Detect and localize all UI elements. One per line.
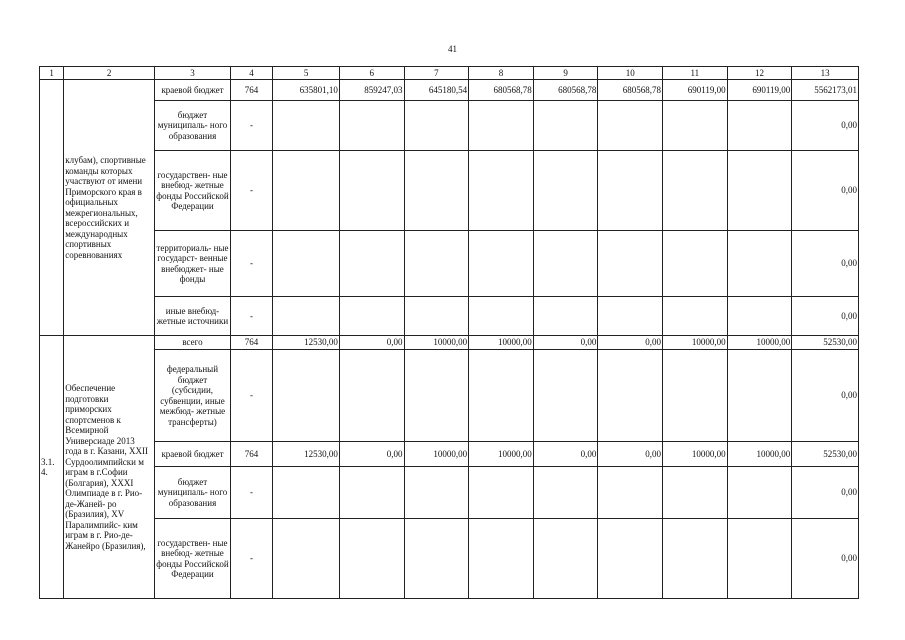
budget-table (39, 66, 859, 599)
funding-source: федеральный бюджет (субсидии, субвенции, иные межбюд- жетные трансферты) (155, 350, 231, 442)
grbs-code: - (230, 350, 272, 442)
funding-source: государствен- ные внебюд- жетные фонды Российской Федерации (155, 519, 231, 599)
value-cell: 0,00 (339, 336, 404, 350)
funding-source: территориаль- ные государст- венные внебюджет- ные фонды (155, 231, 231, 297)
value-cell: 12530,00 (273, 442, 340, 467)
value-cell: 10000,00 (727, 336, 792, 350)
total-cell: 0,00 (792, 519, 859, 599)
grbs-code: - (230, 297, 272, 336)
value-cell: 680568,78 (469, 80, 534, 101)
value-cell: 10000,00 (663, 442, 728, 467)
value-cell: 10000,00 (404, 442, 469, 467)
table-row (40, 350, 859, 442)
total-cell: 0,00 (792, 231, 859, 297)
grbs-code: - (230, 151, 272, 231)
funding-source: краевой бюджет (155, 442, 231, 467)
value-cell: 690119,00 (727, 80, 792, 101)
value-cell: 0,00 (533, 336, 598, 350)
total-cell: 5562173,01 (792, 80, 859, 101)
value-cell: 10000,00 (663, 336, 728, 350)
funding-source: краевой бюджет (155, 80, 231, 101)
table-row (40, 80, 859, 101)
grbs-code: 764 (230, 336, 272, 350)
value-cell: 635801,10 (273, 80, 340, 101)
header-row (40, 67, 859, 80)
column-header: 6 (339, 67, 404, 80)
value-cell: 0,00 (533, 442, 598, 467)
grbs-code: - (230, 101, 272, 151)
column-header: 10 (598, 67, 663, 80)
table-row (40, 231, 859, 297)
column-header: 9 (533, 67, 598, 80)
value-cell: 645180,54 (404, 80, 469, 101)
page-number: 41 (448, 44, 457, 54)
column-header: 4 (230, 67, 272, 80)
value-cell: 10000,00 (404, 336, 469, 350)
total-cell: 0,00 (792, 151, 859, 231)
column-header: 2 (64, 67, 155, 80)
value-cell: 10000,00 (469, 336, 534, 350)
table-row (40, 151, 859, 231)
funding-source: бюджет муниципаль- ного образования (155, 101, 231, 151)
grbs-code: - (230, 467, 272, 519)
value-cell: 690119,00 (663, 80, 728, 101)
funding-source: бюджет муниципаль- ного образования (155, 467, 231, 519)
value-cell: 680568,78 (533, 80, 598, 101)
grbs-code: - (230, 231, 272, 297)
column-header: 12 (727, 67, 792, 80)
item-description: Обеспечение подготовки приморских спортсменов к Всемирной Универсиаде 2013 года в г. Казани, XXII Сурдоолимпийски м играм в г.Софии (Болгария), XXXI Олимпиаде в г. Рио-де-Жаней- ро (Бразилия), XV Паралимпийс- ким играм в г. Рио-де-Жанейро (Бразилия), (64, 336, 155, 599)
table-row (40, 519, 859, 599)
funding-source: всего (155, 336, 231, 350)
column-header: 7 (404, 67, 469, 80)
table-row (40, 336, 859, 350)
value-cell: 10000,00 (727, 442, 792, 467)
value-cell: 10000,00 (469, 442, 534, 467)
total-cell: 0,00 (792, 101, 859, 151)
column-header: 3 (155, 67, 231, 80)
grbs-code: 764 (230, 442, 272, 467)
grbs-code: - (230, 519, 272, 599)
value-cell: 12530,00 (273, 336, 340, 350)
value-cell: 0,00 (598, 336, 663, 350)
grbs-code: 764 (230, 80, 272, 101)
table-row (40, 467, 859, 519)
value-cell: 680568,78 (598, 80, 663, 101)
column-header: 1 (40, 67, 64, 80)
total-cell: 0,00 (792, 297, 859, 336)
total-cell: 0,00 (792, 350, 859, 442)
item-number-cell (40, 80, 64, 336)
funding-source: иные внебюд- жетные источники (155, 297, 231, 336)
table-row (40, 297, 859, 336)
total-cell: 52530,00 (792, 442, 859, 467)
column-header: 5 (273, 67, 340, 80)
item-number: 3.1. 4. (40, 336, 64, 599)
total-cell: 0,00 (792, 467, 859, 519)
item-description: клубам), спортивные команды которых участвуют от имени Приморского края в официальных межрегиональных, всероссийских и международных спортивных соревнованиях (64, 80, 155, 336)
table-row (40, 101, 859, 151)
value-cell: 859247,03 (339, 80, 404, 101)
total-cell: 52530,00 (792, 336, 859, 350)
value-cell: 0,00 (339, 442, 404, 467)
funding-source: государствен- ные внебюд- жетные фонды Российской Федерации (155, 151, 231, 231)
column-header: 11 (663, 67, 728, 80)
column-header: 8 (469, 67, 534, 80)
value-cell: 0,00 (598, 442, 663, 467)
column-header: 13 (792, 67, 859, 80)
table-row (40, 442, 859, 467)
